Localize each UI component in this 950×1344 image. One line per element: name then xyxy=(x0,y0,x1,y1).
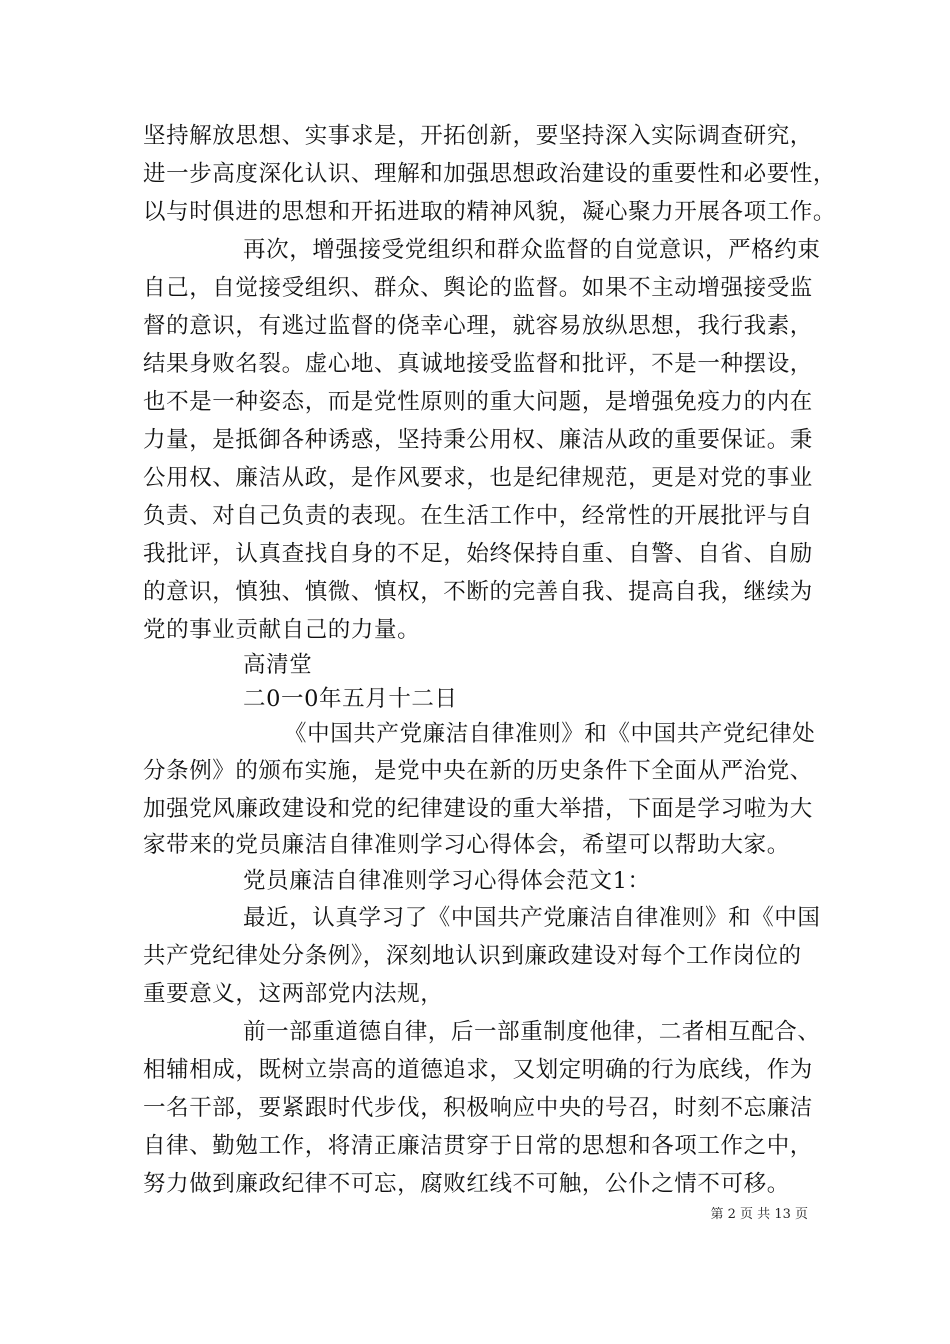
text-line-17: 《中国共产党廉洁自律准则》和《中国共产党纪律处 xyxy=(284,721,816,747)
signature-date: 二0一0年五月十二日 xyxy=(243,686,458,712)
text-line-26: 相辅相成，既树立崇高的道德追求，又划定明确的行为底线，作为 xyxy=(143,1057,813,1083)
text-line-4: 再次，增强接受党组织和群众监督的自觉意识，严格约束 xyxy=(243,237,821,263)
text-line-23: 共产党纪律处分条例》，深刻地认识到廉政建设对每个工作岗位的 xyxy=(143,943,802,969)
signature-name: 高清堂 xyxy=(243,652,313,678)
text-line-11: 负责、对自己负责的表现。在生活工作中，经常性的开展批评与自 xyxy=(143,503,813,529)
text-line-29: 努力做到廉政纪律不可忘，腐败红线不可触，公仆之情不可移。 xyxy=(143,1171,790,1197)
text-line-25: 前一部重道德自律，后一部重制度他律，二者相互配合、 xyxy=(243,1019,821,1045)
text-line-27: 一名干部，要紧跟时代步伐，积极响应中央的号召，时刻不忘廉洁 xyxy=(143,1095,813,1121)
text-line-2: 进一步高度深化认识、理解和加强思想政治建设的重要性和必要性， xyxy=(143,161,837,187)
text-line-12: 我批评，认真查找自身的不足，始终保持自重、自警、自省、自励 xyxy=(143,541,813,567)
page-number-footer: 第 2 页 共 13 页 xyxy=(710,1207,808,1222)
text-line-19: 加强党风廉政建设和党的纪律建设的重大举措，下面是学习啦为大 xyxy=(143,796,813,822)
text-line-10: 公用权、廉洁从政，是作风要求，也是纪律规范，更是对党的事业 xyxy=(143,465,813,491)
text-line-18: 分条例》的颁布实施，是党中央在新的历史条件下全面从严治党、 xyxy=(143,758,813,784)
text-line-5: 自己，自觉接受组织、群众、舆论的监督。如果不主动增强接受监 xyxy=(143,275,813,301)
text-line-22: 最近，认真学习了《中国共产党廉洁自律准则》和《中国 xyxy=(243,905,821,931)
text-line-8: 也不是一种姿态，而是党性原则的重大问题，是增强免疫力的内在 xyxy=(143,389,813,415)
text-line-9: 力量，是抵御各种诱惑，坚持秉公用权、廉洁从政的重要保证。秉 xyxy=(143,427,813,453)
text-line-3: 以与时俱进的思想和开拓进取的精神风貌，凝心聚力开展各项工作。 xyxy=(143,199,837,225)
text-line-24: 重要意义，这两部党内法规， xyxy=(143,981,444,1007)
text-line-28: 自律、勤勉工作，将清正廉洁贯穿于日常的思想和各项工作之中， xyxy=(143,1133,813,1159)
text-line-13: 的意识，慎独、慎微、慎权，不断的完善自我、提高自我，继续为 xyxy=(143,579,813,605)
text-line-7: 结果身败名裂。虚心地、真诚地接受监督和批评，不是一种摆设， xyxy=(143,351,813,377)
text-line-14: 党的事业贡献自己的力量。 xyxy=(143,617,421,643)
text-line-1: 坚持解放思想、实事求是，开拓创新，要坚持深入实际调查研究， xyxy=(143,123,813,149)
section-heading: 党员廉洁自律准则学习心得体会范文1： xyxy=(243,868,651,894)
text-line-20: 家带来的党员廉洁自律准则学习心得体会，希望可以帮助大家。 xyxy=(143,832,790,858)
text-line-6: 督的意识，有逃过监督的侥幸心理，就容易放纵思想，我行我素， xyxy=(143,313,813,339)
